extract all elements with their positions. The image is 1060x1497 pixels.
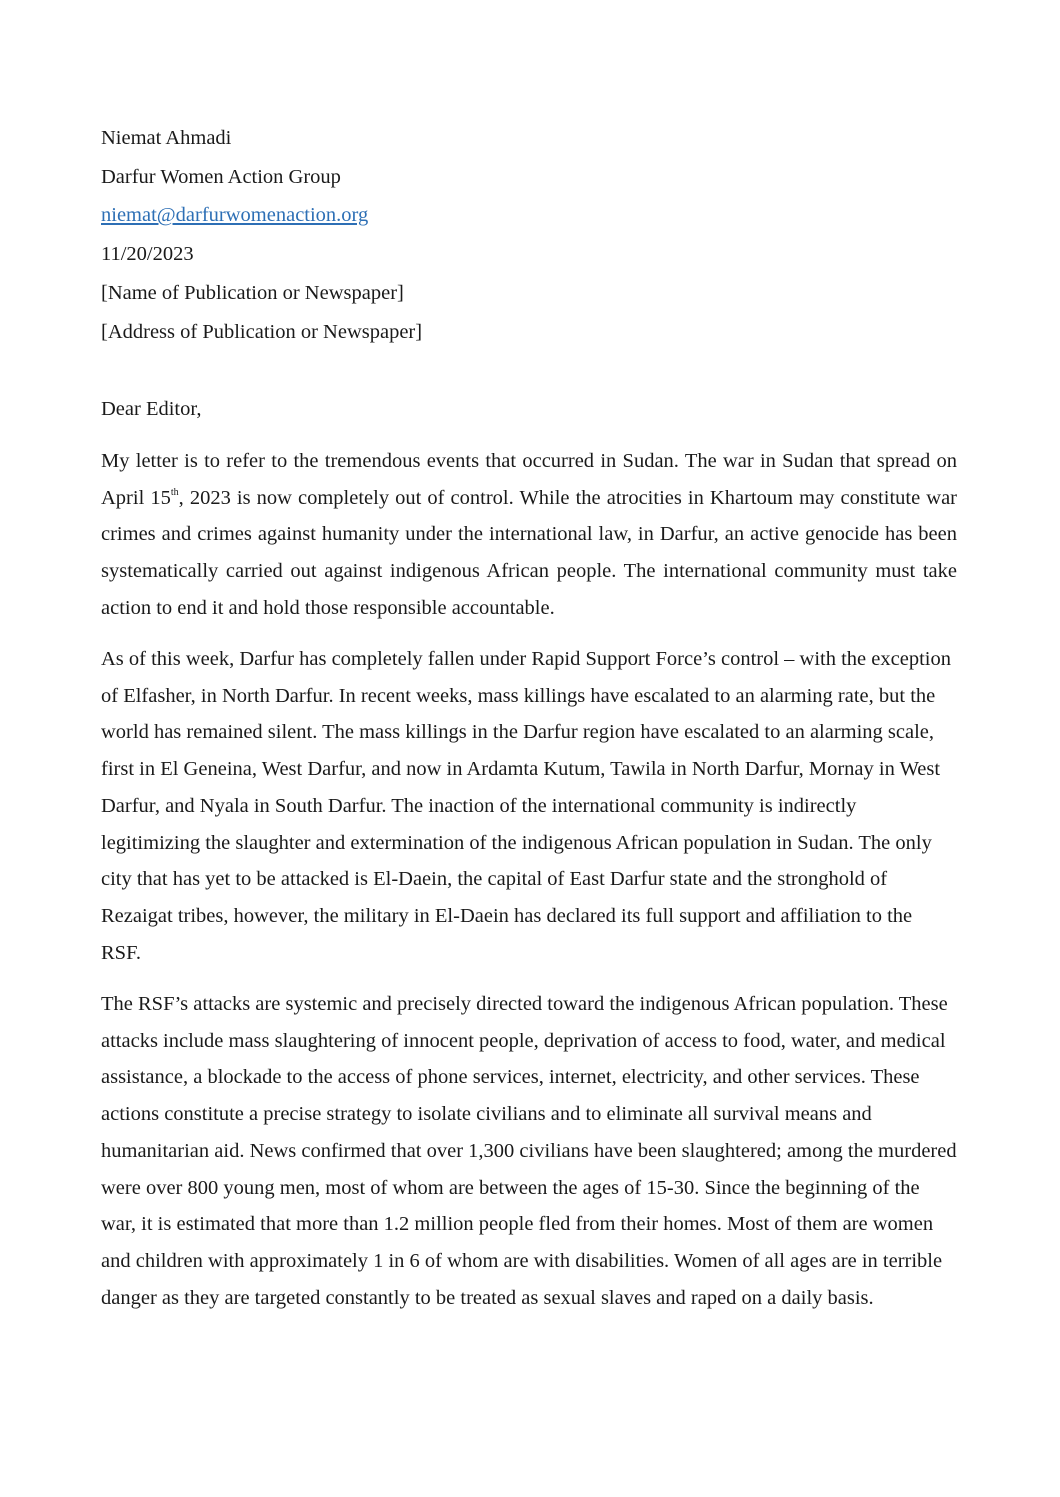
paragraph-intro-part2: , 2023 is now completely out of control. While the atrocities in Khartoum may constitute war crimes and crimes against humanity under the international law, in Darfur, an active genocide has been systematically carried out against indigenous African people. The international community must take action to end it and hold those responsible accountable. bbox=[101, 486, 957, 619]
sender-email-link[interactable]: niemat@darfurwomenaction.org bbox=[101, 204, 369, 226]
letter-date: 11/20/2023 bbox=[101, 243, 194, 265]
paragraph-intro-part1: My letter is to refer to the tremendous events that occurred in Sudan. The war in Sudan that spread on April 15 bbox=[101, 450, 957, 509]
sender-name: Niemat Ahmadi bbox=[101, 127, 232, 149]
paragraph-rsf-control: As of this week, Darfur has completely fallen under Rapid Support Force’s control – with the exception of Elfasher, in North Darfur. In recent weeks, mass killings have escalated to an alarming rate, but the world has remained silent. The mass killings in the Darfur region have escalated to an alarming scale, first in El Geneina, West Darfur, and now in Ardamta Kutum, Tawila in North Darfur, Mornay in West Darfur, and Nyala in South Darfur. The inaction of the international community is indirectly legitimizing the slaughter and extermination of the indigenous African population in Sudan. The only city that has yet to be attacked is El-Daein, the capital of East Darfur state and the stronghold of Rezaigat tribes, however, the military in El-Daein has declared its full support and affiliation to the RSF. bbox=[101, 648, 951, 964]
publication-name: [Name of Publication or Newspaper] bbox=[101, 282, 404, 304]
ordinal-superscript: th bbox=[170, 486, 179, 498]
salutation: Dear Editor, bbox=[101, 398, 202, 420]
paragraph-rsf-attacks: The RSF’s attacks are systemic and precisely directed toward the indigenous African population. These attacks include mass slaughtering of innocent people, deprivation of access to food, water, and medical assistance, a blockade to the access of phone services, internet, electricity, and other services. These actions constitute a precise strategy to isolate civilians and to eliminate all survival means and humanitarian aid. News confirmed that over 1,300 civilians have been slaughtered; among the murdered were over 800 young men, most of whom are between the ages of 15-30. Since the beginning of the war, it is estimated that more than 1.2 million people fled from their homes. Most of them are women and children with approximately 1 in 6 of whom are with disabilities. Women of all ages are in terrible danger as they are targeted constantly to be treated as sexual slaves and raped on a daily basis. bbox=[101, 993, 957, 1309]
paragraph-intro bbox=[101, 443, 957, 627]
sender-organization: Darfur Women Action Group bbox=[101, 166, 341, 188]
publication-address: [Address of Publication or Newspaper] bbox=[101, 321, 423, 343]
